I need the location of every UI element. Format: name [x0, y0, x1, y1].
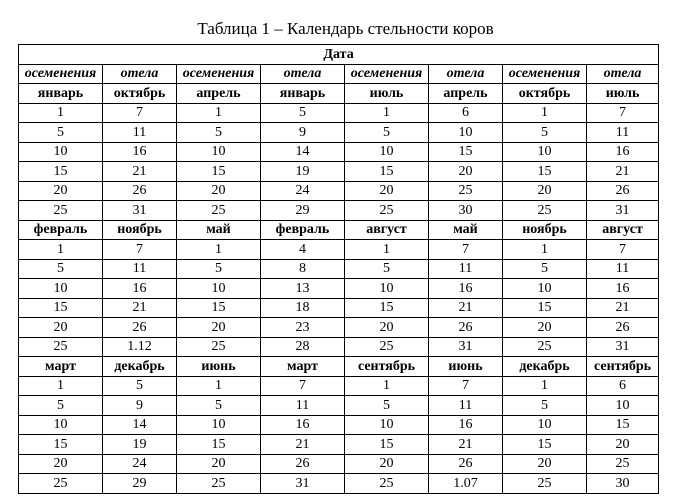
table-row [19, 435, 659, 455]
subheader-cell: отела [587, 64, 659, 84]
table-row [19, 142, 659, 162]
subheader-cell: отела [103, 64, 177, 84]
table-cell: 21 [587, 298, 659, 318]
table-cell: 5 [177, 396, 261, 416]
table-cell: 10 [503, 142, 587, 162]
table-cell: 5 [345, 396, 429, 416]
table-cell: 25 [177, 474, 261, 494]
table-row [19, 415, 659, 435]
month-row [19, 220, 659, 240]
table-cell: 1 [19, 103, 103, 123]
table-cell: 1 [177, 103, 261, 123]
table-cell: 16 [261, 415, 345, 435]
table-cell: 25 [345, 337, 429, 357]
table-cell: 20 [177, 454, 261, 474]
table-cell: 26 [429, 318, 503, 338]
month-cell: июль [587, 84, 659, 104]
table-cell: 10 [345, 142, 429, 162]
table-cell: 7 [587, 240, 659, 260]
month-cell: март [19, 357, 103, 377]
table-cell: 31 [587, 201, 659, 221]
table-cell: 1 [503, 240, 587, 260]
table-cell: 1 [345, 240, 429, 260]
table-cell: 7 [261, 376, 345, 396]
table-cell: 11 [587, 123, 659, 143]
table-cell: 13 [261, 279, 345, 299]
month-cell: апрель [429, 84, 503, 104]
table-cell: 25 [503, 201, 587, 221]
month-cell: январь [261, 84, 345, 104]
table-cell: 20 [19, 454, 103, 474]
month-cell: октябрь [103, 84, 177, 104]
table-cell: 5 [19, 259, 103, 279]
table-cell: 1 [177, 240, 261, 260]
table-cell: 29 [261, 201, 345, 221]
table-cell: 20 [503, 181, 587, 201]
table-cell: 31 [261, 474, 345, 494]
month-cell: август [587, 220, 659, 240]
table-row [19, 201, 659, 221]
table-cell: 15 [177, 435, 261, 455]
table-cell: 1 [503, 103, 587, 123]
table-cell: 21 [587, 162, 659, 182]
table-row [19, 337, 659, 357]
table-row [19, 123, 659, 143]
table-row [19, 396, 659, 416]
table-cell: 5 [503, 123, 587, 143]
table-cell: 6 [587, 376, 659, 396]
table-cell: 19 [261, 162, 345, 182]
table-cell: 29 [103, 474, 177, 494]
month-cell: сентябрь [345, 357, 429, 377]
table-cell: 20 [429, 162, 503, 182]
table-cell: 9 [103, 396, 177, 416]
month-cell: июнь [429, 357, 503, 377]
table-cell: 7 [103, 103, 177, 123]
table-cell: 10 [177, 415, 261, 435]
table-cell: 1 [177, 376, 261, 396]
month-cell: ноябрь [503, 220, 587, 240]
month-cell: май [177, 220, 261, 240]
table-cell: 26 [103, 318, 177, 338]
table-cell: 7 [429, 376, 503, 396]
table-cell: 20 [587, 435, 659, 455]
month-cell: декабрь [503, 357, 587, 377]
table-cell: 25 [177, 337, 261, 357]
table-cell: 23 [261, 318, 345, 338]
table-cell: 26 [261, 454, 345, 474]
table-cell: 18 [261, 298, 345, 318]
table-cell: 1.12 [103, 337, 177, 357]
table-cell: 10 [177, 142, 261, 162]
table-cell: 5 [177, 123, 261, 143]
subheader-cell: осеменения [177, 64, 261, 84]
table-cell: 30 [587, 474, 659, 494]
table-cell: 31 [429, 337, 503, 357]
table-cell: 16 [103, 279, 177, 299]
table-cell: 21 [103, 162, 177, 182]
table-cell: 25 [19, 201, 103, 221]
table-cell: 20 [345, 318, 429, 338]
month-cell: январь [19, 84, 103, 104]
month-cell: сентябрь [587, 357, 659, 377]
table-row [19, 181, 659, 201]
month-cell: февраль [19, 220, 103, 240]
subheader-cell: отела [261, 64, 345, 84]
table-cell: 21 [429, 298, 503, 318]
table-cell: 20 [19, 181, 103, 201]
month-cell: ноябрь [103, 220, 177, 240]
month-cell: апрель [177, 84, 261, 104]
table-row [19, 103, 659, 123]
table-cell: 1 [345, 103, 429, 123]
table-cell: 25 [429, 181, 503, 201]
table-cell: 5 [103, 376, 177, 396]
table-cell: 5 [19, 396, 103, 416]
table-cell: 10 [19, 279, 103, 299]
table-cell: 26 [429, 454, 503, 474]
subheader-row [19, 64, 659, 84]
table-cell: 21 [261, 435, 345, 455]
table-cell: 5 [503, 396, 587, 416]
table-cell: 15 [503, 298, 587, 318]
table-cell: 25 [345, 201, 429, 221]
table-cell: 26 [587, 318, 659, 338]
month-cell: декабрь [103, 357, 177, 377]
table-cell: 15 [429, 142, 503, 162]
month-cell: июнь [177, 357, 261, 377]
month-cell: октябрь [503, 84, 587, 104]
table-cell: 20 [345, 454, 429, 474]
subheader-cell: отела [429, 64, 503, 84]
table-cell: 5 [19, 123, 103, 143]
table-cell: 4 [261, 240, 345, 260]
table-cell: 25 [19, 474, 103, 494]
month-row [19, 357, 659, 377]
table-cell: 5 [345, 259, 429, 279]
table-cell: 26 [587, 181, 659, 201]
table-cell: 20 [503, 454, 587, 474]
subheader-cell: осеменения [345, 64, 429, 84]
table-cell: 15 [587, 415, 659, 435]
table-cell: 25 [587, 454, 659, 474]
month-row [19, 84, 659, 104]
subheader-cell: осеменения [19, 64, 103, 84]
table-row [19, 279, 659, 299]
table-cell: 16 [103, 142, 177, 162]
table-cell: 25 [503, 337, 587, 357]
table-cell: 9 [261, 123, 345, 143]
table-cell: 11 [429, 396, 503, 416]
table-cell: 8 [261, 259, 345, 279]
table-row [19, 259, 659, 279]
table-cell: 25 [503, 474, 587, 494]
table-cell: 10 [587, 396, 659, 416]
table-row [19, 162, 659, 182]
table-cell: 5 [345, 123, 429, 143]
table-cell: 15 [19, 435, 103, 455]
month-cell: июль [345, 84, 429, 104]
table-cell: 20 [19, 318, 103, 338]
table-cell: 10 [345, 279, 429, 299]
table-cell: 25 [345, 474, 429, 494]
table-row [19, 298, 659, 318]
table-row [19, 454, 659, 474]
table-row [19, 474, 659, 494]
table-cell: 20 [177, 318, 261, 338]
table-cell: 15 [345, 162, 429, 182]
header-row [19, 45, 659, 65]
table-cell: 14 [261, 142, 345, 162]
table-cell: 10 [19, 142, 103, 162]
table-cell: 15 [345, 298, 429, 318]
table-cell: 24 [261, 181, 345, 201]
table-cell: 11 [261, 396, 345, 416]
table-cell: 1 [345, 376, 429, 396]
table-cell: 15 [19, 298, 103, 318]
table-cell: 10 [345, 415, 429, 435]
subheader-cell: осеменения [503, 64, 587, 84]
table-cell: 10 [503, 415, 587, 435]
table-cell: 19 [103, 435, 177, 455]
table-cell: 14 [103, 415, 177, 435]
table-cell: 1 [19, 376, 103, 396]
table-cell: 1.07 [429, 474, 503, 494]
table-cell: 30 [429, 201, 503, 221]
table-cell: 31 [103, 201, 177, 221]
table-cell: 6 [429, 103, 503, 123]
month-cell: март [261, 357, 345, 377]
table-cell: 15 [177, 162, 261, 182]
table-cell: 25 [177, 201, 261, 221]
table-cell: 21 [103, 298, 177, 318]
table-cell: 1 [503, 376, 587, 396]
table-cell: 31 [587, 337, 659, 357]
table-cell: 24 [103, 454, 177, 474]
table-cell: 15 [503, 435, 587, 455]
header-date: Дата [19, 45, 659, 65]
table-cell: 1 [19, 240, 103, 260]
table-body [19, 45, 659, 494]
table-cell: 15 [503, 162, 587, 182]
month-cell: май [429, 220, 503, 240]
table-cell: 26 [103, 181, 177, 201]
table-cell: 21 [429, 435, 503, 455]
table-cell: 16 [587, 142, 659, 162]
calving-calendar-table [18, 44, 659, 494]
table-cell: 7 [103, 240, 177, 260]
table-cell: 20 [503, 318, 587, 338]
table-cell: 11 [429, 259, 503, 279]
table-cell: 11 [587, 259, 659, 279]
table-cell: 10 [19, 415, 103, 435]
table-cell: 20 [177, 181, 261, 201]
table-cell: 16 [587, 279, 659, 299]
table-cell: 10 [503, 279, 587, 299]
table-cell: 16 [429, 415, 503, 435]
table-row [19, 318, 659, 338]
table-cell: 11 [103, 123, 177, 143]
table-cell: 20 [345, 181, 429, 201]
table-cell: 7 [429, 240, 503, 260]
table-cell: 25 [19, 337, 103, 357]
table-cell: 10 [429, 123, 503, 143]
table-cell: 5 [177, 259, 261, 279]
table-cell: 10 [177, 279, 261, 299]
table-cell: 5 [503, 259, 587, 279]
table-cell: 11 [103, 259, 177, 279]
month-cell: август [345, 220, 429, 240]
month-cell: февраль [261, 220, 345, 240]
table-cell: 15 [345, 435, 429, 455]
table-cell: 7 [587, 103, 659, 123]
table-cell: 5 [261, 103, 345, 123]
table-cell: 15 [19, 162, 103, 182]
table-row [19, 376, 659, 396]
table-cell: 16 [429, 279, 503, 299]
table-cell: 28 [261, 337, 345, 357]
table-caption: Таблица 1 – Календарь стельности коров [197, 19, 494, 38]
table-cell: 15 [177, 298, 261, 318]
table-row [19, 240, 659, 260]
